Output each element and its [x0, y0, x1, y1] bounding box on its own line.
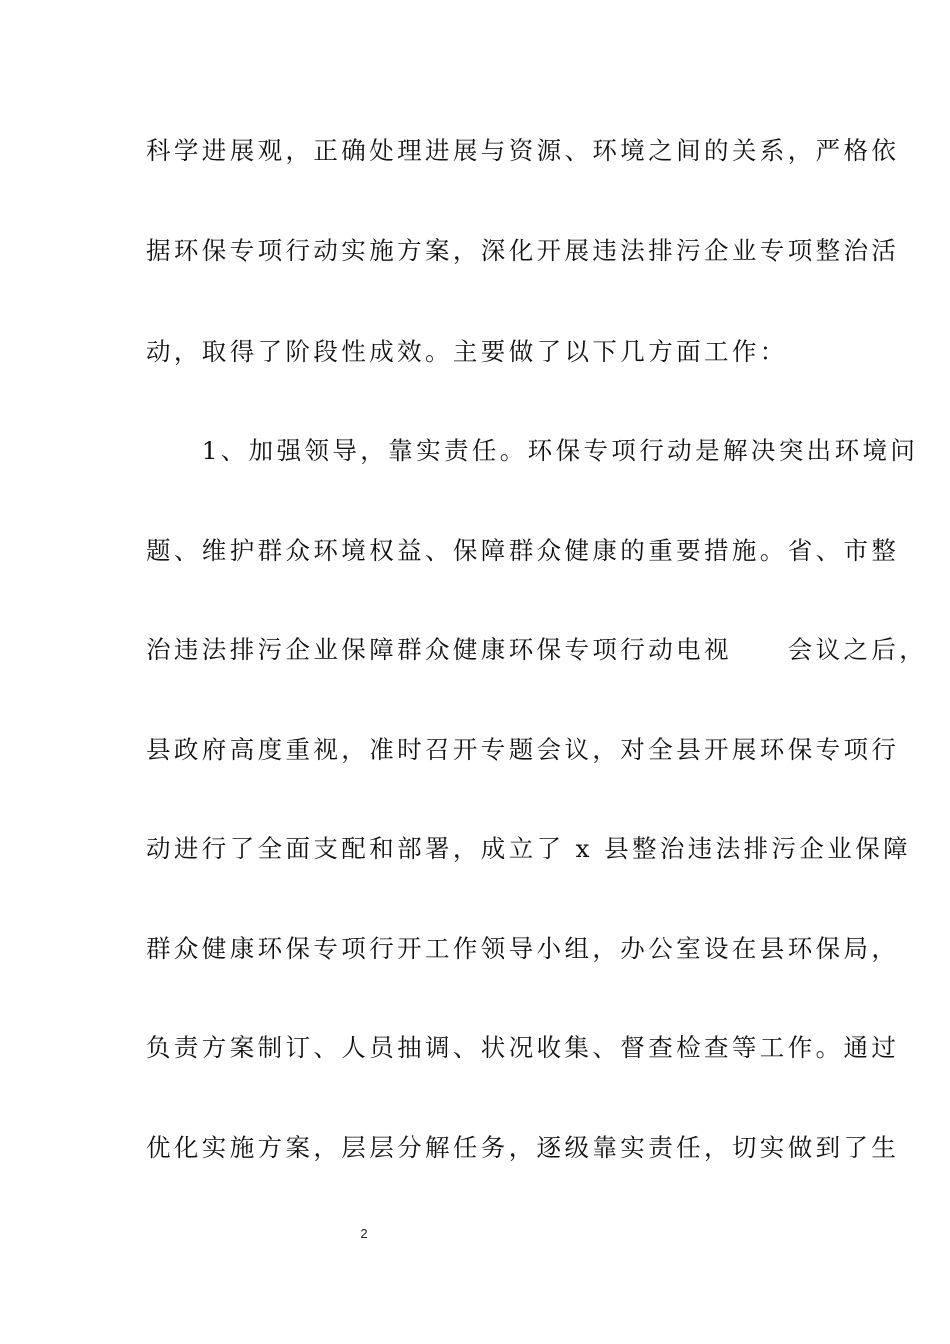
body-text-line: 县政府高度重视，准时召开专题会议，对全县开展环保专项行 [146, 735, 900, 764]
body-text-line: 优化实施方案，层层分解任务，逐级靠实责任，切实做到了生 [146, 1133, 900, 1162]
body-text-line: 据环保专项行动实施方案，深化开展违法排污企业专项整治活 [146, 236, 900, 265]
body-text-line: 治违法排污企业保障群众健康环保专项行动电视 会议之后， [146, 635, 928, 664]
body-text-line: 动进行了全面支配和部署，成立了 x 县整治违法排污企业保障 [146, 834, 911, 863]
body-text-line: 动，取得了阶段性成效。主要做了以下几方面工作： [146, 337, 788, 366]
body-text-line: 负责方案制订、人员抽调、状况收集、督查检查等工作。通过 [146, 1033, 900, 1062]
body-text-line: 题、维护群众环境权益、保障群众健康的重要措施。省、市整 [146, 536, 900, 565]
body-text-line: 1、加强领导，靠实责任。环保专项行动是解决突出环境问 [146, 436, 919, 465]
body-text-line: 群众健康环保专项行开工作领导小组，办公室设在县环保局， [146, 934, 900, 963]
body-text-line: 科学进展观，正确处理进展与资源、环境之间的关系，严格依 [146, 136, 900, 165]
page-number: 2 [360, 1226, 368, 1241]
